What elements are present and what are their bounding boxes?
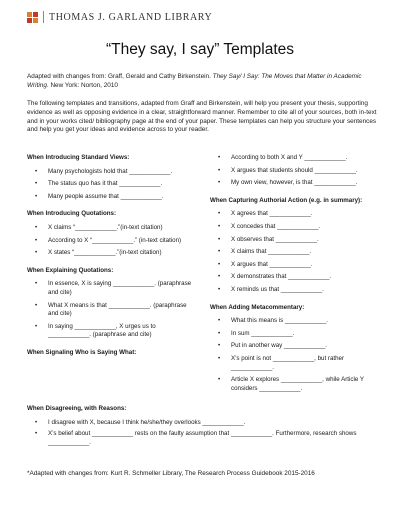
template-text: In sum ____________. <box>231 329 295 337</box>
left-column <box>27 154 197 363</box>
bullet-icon: • <box>35 280 38 288</box>
section-heading: When Introducing Standard Views: <box>27 154 130 161</box>
template-item <box>27 419 382 428</box>
template-item <box>210 223 380 232</box>
template-text: X claims “____________.”(in-text citation) <box>48 223 163 231</box>
template-item <box>27 302 197 319</box>
template-text: According to X “____________.” (in-text citation) <box>48 236 182 244</box>
bullet-icon: • <box>218 329 221 337</box>
bullet-icon: • <box>218 376 221 384</box>
intro-paragraph: The following templates and transitions, adapted from Graff and Birkenstein, will help you present your thesis, supporting evidence as well as opposing evidence in a clear, straightforward manner. Remember to cite all of your sources, both in-text and in your works cited/ bibliography page at the end of your paper. These templates can help you structure your sentences and help you get your ideas and evidence across to your reader. <box>27 100 377 134</box>
template-item <box>210 355 380 372</box>
bullet-icon: • <box>35 180 38 188</box>
bullet-icon: • <box>35 223 38 231</box>
bullet-icon: • <box>35 418 38 426</box>
template-list <box>27 224 197 258</box>
template-text: X argues that ____________. <box>231 260 313 268</box>
library-header <box>27 10 212 24</box>
template-list <box>27 168 197 202</box>
template-text: What this means is ____________. <box>231 317 328 325</box>
template-item <box>27 193 197 202</box>
template-text: Article X explores ____________, while Article Y considers ____________. <box>231 376 364 392</box>
template-text: In essence, X is saying ____________. (paraphrase and cite) <box>48 280 192 296</box>
template-item <box>210 286 380 295</box>
bullet-icon: • <box>218 317 221 325</box>
template-item <box>27 323 197 340</box>
template-text: My own view, however, is that ____________. <box>231 179 358 187</box>
template-item <box>27 237 197 246</box>
template-item <box>210 248 380 257</box>
template-text: X observes that ____________. <box>231 235 319 243</box>
template-text: X’s belief about ____________ rests on the faulty assumption that ____________. Furthermore, research shows ____________. <box>48 430 357 446</box>
section-heading: When Adding Metacommentary: <box>210 303 305 311</box>
template-list <box>210 317 380 393</box>
template-item <box>27 430 382 447</box>
template-item <box>210 154 380 163</box>
bullet-icon: • <box>35 236 38 244</box>
bullet-icon: • <box>35 249 38 257</box>
bullet-icon: • <box>35 430 38 438</box>
template-text: X states “____________.”(in-text citation) <box>48 249 162 257</box>
section-heading: When Introducing Quotations: <box>27 210 117 218</box>
template-text: X concedes that ____________. <box>231 222 321 230</box>
template-item <box>210 261 380 270</box>
bullet-icon: • <box>35 322 38 330</box>
template-item <box>210 376 380 393</box>
bullet-icon: • <box>218 354 221 362</box>
template-item <box>210 342 380 351</box>
template-text: What X means is that ____________. (paraphrase and cite) <box>48 301 187 318</box>
bullet-icon: • <box>218 179 221 187</box>
intro-suffix: . New York: Norton, 2010 <box>46 81 118 89</box>
template-item <box>27 280 197 297</box>
bullet-icon: • <box>218 154 221 161</box>
template-item <box>210 236 380 245</box>
bullet-icon: • <box>218 260 221 268</box>
section-heading: When Signaling Who is Saying What: <box>27 348 137 356</box>
template-text: Many psychologists hold that ____________. <box>48 167 173 175</box>
template-text: In saying ____________, X urges us to ____________. (paraphrase and cite) <box>48 322 156 339</box>
template-item <box>210 273 380 282</box>
template-item <box>27 249 197 258</box>
template-text: The status quo has it that ____________. <box>48 180 163 188</box>
bullet-icon: • <box>218 273 221 281</box>
template-text: Many people assume that ____________. <box>48 192 164 200</box>
bullet-icon: • <box>218 235 221 243</box>
bullet-icon: • <box>218 285 221 293</box>
section-heading: When Disagreeing, with Reasons: <box>27 405 127 412</box>
template-text: X claims that ____________. <box>231 248 312 256</box>
template-text: Put in another way ____________. <box>231 342 327 350</box>
intro-book-title: They Say/ I Say: The Moves that Matter in Academic Writing <box>27 73 362 89</box>
page-title: “They say, I say” Templates <box>105 41 295 58</box>
disagreeing-section <box>27 405 382 456</box>
template-text: X’s point is not ____________, but rather ____________. <box>231 354 345 371</box>
template-list <box>27 419 382 448</box>
bullet-icon: • <box>218 342 221 350</box>
template-item <box>210 330 380 339</box>
template-item <box>27 224 197 233</box>
library-name: THOMAS J. GARLAND LIBRARY <box>49 11 213 23</box>
right-column <box>210 154 380 402</box>
intro-prefix: Adapted with changes from: Graff, Gerald and Cathy Birkenstein. <box>27 73 213 80</box>
footnote: *Adapted with changes from: Kurt R. Schmeller Library, The Research Process Guidebook 2015-2016 <box>27 470 315 477</box>
template-list <box>210 154 380 188</box>
template-text: According to both X and Y ____________. <box>231 154 348 161</box>
bullet-icon: • <box>218 210 221 218</box>
bullet-icon: • <box>35 192 38 200</box>
bullet-icon: • <box>35 167 38 175</box>
template-text: X agrees that ____________. <box>231 210 313 218</box>
template-list <box>210 210 380 294</box>
template-item <box>210 179 380 188</box>
template-text: X demonstrates that ____________. <box>231 273 332 281</box>
template-list <box>27 280 197 340</box>
header-divider <box>43 11 44 23</box>
bullet-icon: • <box>218 248 221 256</box>
template-item <box>27 180 197 189</box>
bullet-icon: • <box>218 222 221 230</box>
template-text: X argues that students should ____________. <box>231 166 358 174</box>
template-text: X reminds us that ____________. <box>231 285 324 293</box>
template-item <box>210 210 380 219</box>
template-item <box>210 317 380 326</box>
section-heading: When Explaining Quotations: <box>27 266 114 274</box>
template-text: I disagree with X, because I think he/she/they overlooks ____________. <box>48 418 246 426</box>
bullet-icon: • <box>218 166 221 174</box>
section-heading: When Capturing Authorial Action (e.g. in summary): <box>210 196 363 204</box>
template-item <box>210 167 380 176</box>
template-item <box>27 168 197 177</box>
bullet-icon: • <box>35 301 38 309</box>
intro-citation <box>27 73 377 91</box>
library-logo-icon <box>27 12 38 23</box>
